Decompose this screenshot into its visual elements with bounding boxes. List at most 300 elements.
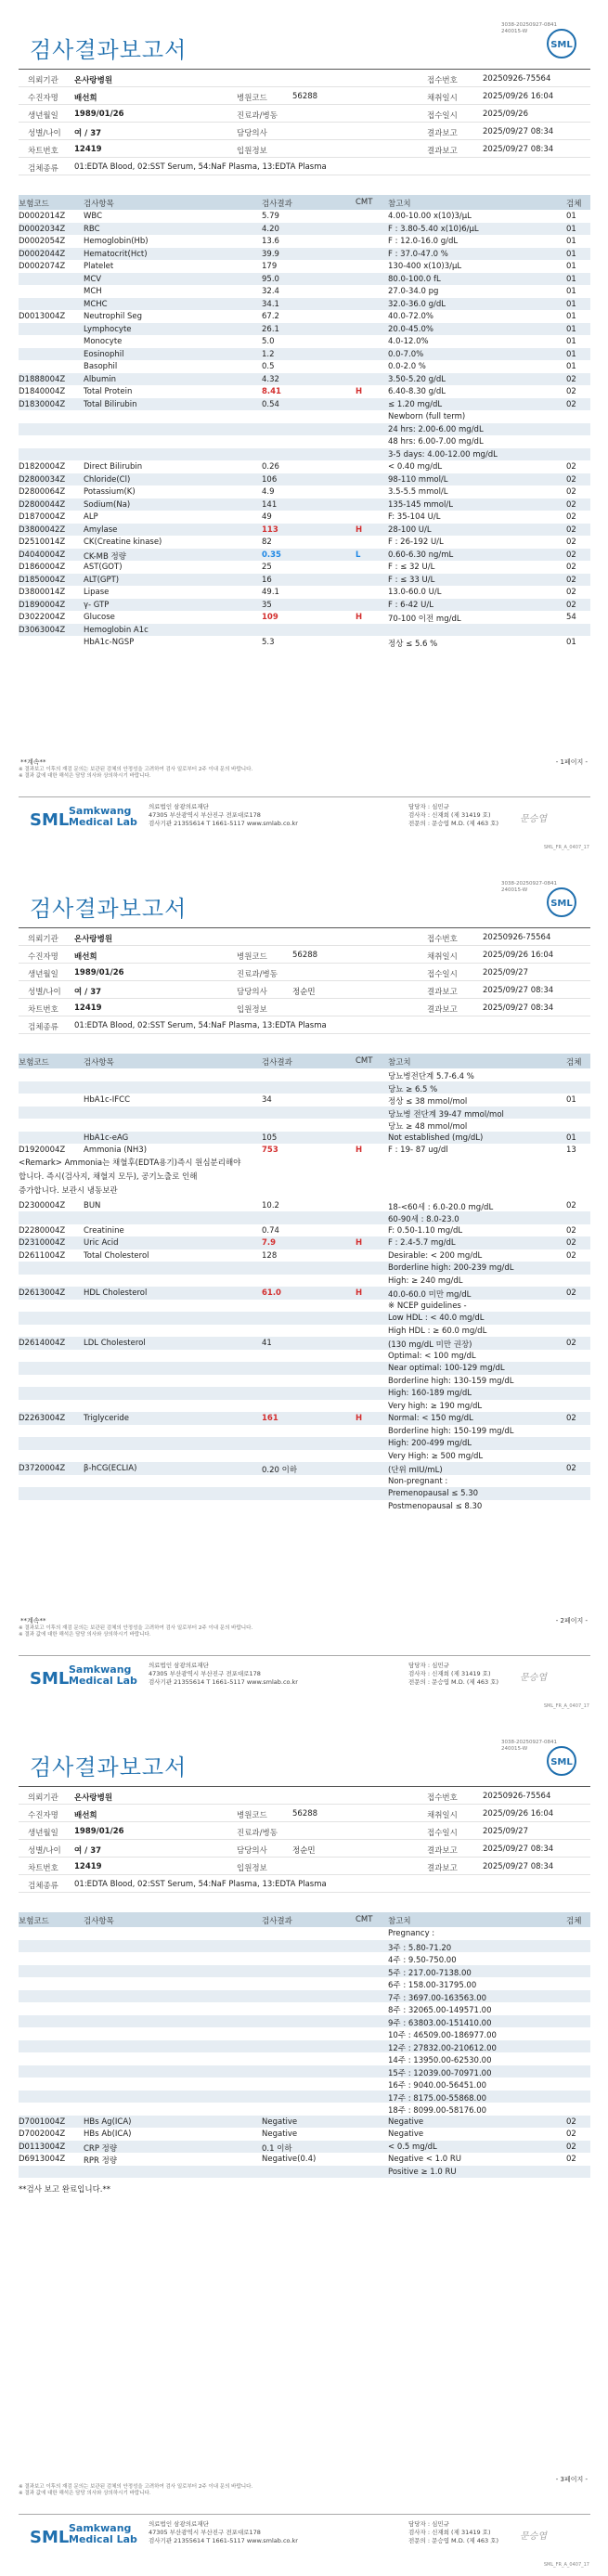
reference-range: 0.0-2.0 %	[388, 362, 426, 371]
table-row	[19, 385, 590, 398]
header-field: 56288	[292, 92, 318, 101]
header-field: 차트번호	[28, 1864, 58, 1873]
lab-info-line: 검사기관 21355614 T 1661-5117 www.smlab.co.kr	[149, 2537, 298, 2544]
insurance-code: D3022004Z	[19, 613, 66, 622]
header-field: 접수번호	[427, 1793, 458, 1803]
reference-range: F : 2.4-5.7 mg/dL	[388, 1238, 456, 1248]
header-field: 배선희	[74, 1811, 97, 1820]
insurance-code: D1890004Z	[19, 600, 66, 610]
test-result: Negative	[262, 2116, 298, 2127]
insurance-code: D0002054Z	[19, 237, 66, 246]
table-row	[19, 273, 590, 286]
test-name: Chloride(Cl)	[84, 474, 131, 485]
reference-range: 6.40-8.30 g/dL	[388, 387, 446, 396]
column-header-name: 검사항목	[84, 1058, 114, 1068]
header-field: 담당의사	[237, 1846, 267, 1856]
specimen-code: 01	[566, 312, 576, 321]
header-field: 2025/09/27 08:34	[483, 145, 554, 154]
header-field: 2025/09/27 08:34	[483, 1003, 554, 1013]
table-row	[19, 1965, 590, 1978]
insurance-code: D2280004Z	[19, 1225, 66, 1236]
specimen-code: 02	[566, 1339, 576, 1348]
lab-info-line: 47305 부산광역시 부산진구 전포대로178	[149, 811, 261, 819]
table-row	[19, 2002, 590, 2015]
table-row	[19, 1068, 590, 1081]
results-table	[19, 195, 590, 649]
specimen-code: 01	[566, 349, 576, 359]
reference-range: < 0.40 mg/dL	[388, 462, 443, 472]
reference-range: Negative < 1.0 RU	[388, 2155, 462, 2164]
header-field: 12419	[74, 1003, 102, 1013]
insurance-code: D7002004Z	[19, 2129, 66, 2139]
specimen-code: 02	[566, 1288, 576, 1298]
column-header-ref: 참고치	[388, 1917, 411, 1926]
test-name: Lymphocyte	[84, 324, 132, 334]
specimen-code: 02	[566, 2155, 576, 2164]
form-code: SML_FR_A_0407_17	[543, 845, 589, 850]
table-row	[19, 398, 590, 411]
logo-text: SML	[550, 899, 573, 909]
test-name: Basophil	[84, 362, 118, 371]
insurance-code: D1920004Z	[19, 1146, 66, 1155]
specimen-code: 02	[566, 588, 576, 597]
test-name: RPR 정량	[84, 2156, 118, 2166]
header-field: 2025/09/26 16:04	[483, 1809, 554, 1819]
brand-line: Medical Lab	[69, 816, 137, 828]
footer-logo-icon	[30, 1665, 70, 1689]
header-row	[19, 87, 590, 105]
reference-range: 14주 : 13950.00-62530.00	[388, 2056, 492, 2065]
brand-name	[69, 1664, 137, 1687]
reference-range: 27.0-34.0 pg	[388, 287, 439, 296]
footnote-line: ※ 결과 값에 대한 해석은 담당 의사와 상의하시기 바랍니다.	[19, 773, 151, 779]
reference-range: Desirable: < 200 mg/dL	[388, 1250, 483, 1261]
table-row	[19, 1487, 590, 1500]
specimen-code: 54	[566, 613, 576, 622]
insurance-code: D7001004Z	[19, 2116, 66, 2127]
doc-code-line1: 3038-20250927-0841	[501, 1740, 557, 1745]
continued-marker: **계속**	[20, 758, 46, 766]
header-row	[19, 158, 590, 175]
insurance-code: D2310004Z	[19, 1238, 66, 1248]
specimen-code: 02	[566, 499, 576, 510]
reference-range: F : 6-42 U/L	[388, 600, 433, 610]
test-name: γ- GTP	[84, 600, 110, 610]
table-row	[19, 1412, 590, 1425]
page-number: - 2페이지 -	[555, 1617, 588, 1625]
table-row	[19, 498, 590, 511]
remark-note	[19, 1157, 590, 1198]
test-result: 113	[262, 524, 278, 535]
specimen-code: 13	[566, 1146, 576, 1155]
doc-code-line2: 240015-W	[501, 887, 528, 893]
brand-name	[69, 806, 137, 828]
lab-info-line: 의료법인 삼광의료재단	[149, 2520, 209, 2528]
reference-range: 40.0-60.0 미만 mg/dL	[388, 1290, 472, 1300]
header-field: 01:EDTA Blood, 02:SST Serum, 54:NaF Plasma, 13:EDTA Plasma	[74, 162, 327, 172]
result-flag: H	[356, 1414, 363, 1423]
test-name: WBC	[84, 212, 103, 221]
header-field: 2025/09/26 16:04	[483, 92, 554, 101]
header-field: 20250926-75564	[483, 933, 551, 942]
table-row	[19, 2040, 590, 2053]
test-result: 4.32	[262, 374, 279, 384]
header-field: 차트번호	[28, 147, 58, 156]
result-flag: H	[356, 613, 363, 622]
specimen-code: 02	[566, 474, 576, 485]
lab-info-line: 검사기관 21355614 T 1661-5117 www.smlab.co.kr	[149, 1678, 298, 1686]
header-field: 채취일시	[427, 94, 458, 103]
test-name: MCH	[84, 287, 102, 296]
table-row	[19, 323, 590, 336]
remark-line: <Remark> Ammonia는 채혈후(EDTA용기)즉시 원심분리해야	[19, 1158, 241, 1168]
reference-range: 3.50-5.20 g/dL	[388, 374, 446, 384]
specimen-code: 02	[566, 512, 576, 522]
reference-range: (130 mg/dL 미만 권장)	[388, 1340, 472, 1350]
header-field: 1989/01/26	[74, 110, 124, 119]
table-row	[19, 260, 590, 273]
test-name: Hemoglobin A1c	[84, 625, 149, 635]
header-field: 2025/09/27	[483, 968, 528, 977]
result-flag: H	[356, 1146, 363, 1155]
patient-header	[19, 1786, 590, 1893]
column-header-spec: 검체	[566, 1058, 582, 1068]
reference-range: High: ≥ 240 mg/dL	[388, 1275, 463, 1286]
insurance-code: D0002044Z	[19, 249, 66, 259]
header-field: 접수일시	[427, 1829, 458, 1838]
table-row	[19, 549, 590, 562]
lab-info	[149, 1662, 298, 1687]
header-field: 56288	[292, 1809, 318, 1819]
test-name: CK-MB 정량	[84, 551, 126, 562]
reference-range: 15주 : 12039.00-70971.00	[388, 2068, 492, 2078]
reference-range: Low HDL : < 40.0 mg/dL	[388, 1314, 485, 1323]
specimen-code: 02	[566, 387, 576, 396]
test-result: 105	[262, 1133, 278, 1143]
table-row	[19, 636, 590, 649]
header-field: 접수번호	[427, 76, 458, 85]
specimen-code: 02	[566, 399, 576, 409]
reference-range: Negative	[388, 2116, 424, 2127]
reference-range: F : 37.0-47.0 %	[388, 249, 448, 259]
doc-code-line1: 3038-20250927-0841	[501, 881, 557, 887]
reference-range: Borderline high: 200-239 mg/dL	[388, 1263, 514, 1273]
test-result: 35	[262, 600, 272, 610]
table-row	[19, 1249, 590, 1262]
table-row	[19, 1211, 590, 1224]
test-result: 179	[262, 262, 278, 271]
table-row	[19, 2153, 590, 2166]
signatory-line: 검사자 : 신재희 (제 31419 호)	[408, 1670, 491, 1677]
column-header-code: 보험코드	[19, 1058, 49, 1068]
footnote-line: ※ 결과보고 이후의 재검 문의는 보관된 검체의 안정성을 고려하여 검사 일로부터 2주 이내 문의 바랍니다.	[19, 2484, 253, 2490]
table-row	[19, 485, 590, 498]
reference-range: 48 hrs: 6.00-7.00 mg/dL	[388, 437, 484, 447]
test-result: 95.0	[262, 274, 279, 284]
test-name: ALT(GPT)	[84, 575, 120, 585]
test-name: RBC	[84, 224, 100, 234]
table-row	[19, 2091, 590, 2104]
header-field: 여 / 37	[74, 988, 102, 997]
reference-range: Very High: ≥ 500 mg/dL	[388, 1451, 484, 1461]
reference-range: F : 3.80-5.40 x(10)6/μL	[388, 224, 479, 234]
table-row	[19, 2052, 590, 2065]
reference-range: 8주 : 32065.00-149571.00	[388, 2006, 492, 2015]
test-name: ALP	[84, 512, 98, 522]
test-result: 67.2	[262, 312, 279, 321]
header-field: 12419	[74, 1862, 102, 1871]
header-field: 1989/01/26	[74, 1827, 124, 1836]
test-result: 128	[262, 1250, 278, 1261]
reference-range: 24 hrs: 2.00-6.00 mg/dL	[388, 424, 484, 434]
reference-range: 정상 ≤ 38 mmol/mol	[388, 1097, 468, 1107]
table-row	[19, 448, 590, 461]
specimen-code: 01	[566, 337, 576, 346]
header-field: 성별/나이	[28, 1846, 61, 1856]
specimen-code: 02	[566, 524, 576, 535]
header-field: 수진자명	[28, 1811, 58, 1820]
specimen-code: 02	[566, 575, 576, 585]
table-row	[19, 223, 590, 236]
report-page	[0, 1717, 608, 2576]
column-header-spec: 검체	[566, 200, 582, 209]
specimen-code: 01	[566, 324, 576, 334]
header-field: 56288	[292, 951, 318, 960]
header-field: 의뢰기관	[28, 76, 58, 85]
column-header-ref: 참고치	[388, 200, 411, 209]
test-result: 13.6	[262, 237, 279, 246]
test-result: 49.1	[262, 588, 279, 597]
header-field: 진료과/병동	[237, 111, 278, 121]
test-name: HbA1c-eAG	[84, 1133, 129, 1143]
reference-range: F: 0.50-1.10 mg/dL	[388, 1225, 463, 1236]
header-field: 의뢰기관	[28, 1793, 58, 1803]
test-result: Negative(0.4)	[262, 2155, 317, 2164]
table-row	[19, 1275, 590, 1288]
test-name: Direct Bilirubin	[84, 462, 143, 472]
header-field: 2025/09/27 08:34	[483, 1845, 554, 1854]
header-field: 온사랑병원	[74, 935, 113, 944]
page-title: 검사결과보고서	[30, 1754, 188, 1780]
header-row	[19, 964, 590, 981]
footnote-line: ※ 결과 값에 대한 해석은 담당 의사와 상의하시기 바랍니다.	[19, 1632, 151, 1638]
header-field: 20250926-75564	[483, 1792, 551, 1801]
reference-range: 60-90세 : 8.0-23.0	[388, 1215, 459, 1224]
reference-range: Near optimal: 100-129 mg/dL	[388, 1364, 505, 1373]
column-header-cmt: CMT	[356, 1056, 373, 1066]
table-row	[19, 310, 590, 323]
reference-range: 40.0-72.0%	[388, 312, 433, 321]
test-result: 0.1 이하	[262, 2143, 292, 2154]
test-result: 4.20	[262, 224, 279, 234]
header-field: 성별/나이	[28, 988, 61, 997]
signatories	[408, 2520, 498, 2545]
reference-range: Positive ≥ 1.0 RU	[388, 2167, 457, 2177]
header-field: 온사랑병원	[74, 1793, 113, 1803]
insurance-code: D0113004Z	[19, 2142, 66, 2152]
insurance-code: D1870004Z	[19, 512, 66, 522]
footnote-line: ※ 결과 값에 대한 해석은 담당 의사와 상의하시기 바랍니다.	[19, 2491, 151, 2496]
signatory-line: 검사자 : 신재희 (제 31419 호)	[408, 2529, 491, 2536]
reference-range: F : 26-192 U/L	[388, 537, 444, 547]
lab-info	[149, 803, 298, 828]
table-row	[19, 1977, 590, 1990]
table-row	[19, 2103, 590, 2116]
doc-code-line1: 3038-20250927-0841	[501, 22, 557, 28]
specimen-code: 02	[566, 487, 576, 497]
insurance-code: D4040004Z	[19, 550, 66, 560]
insurance-code: D2614004Z	[19, 1339, 66, 1348]
logo-text: SML	[550, 40, 573, 50]
test-name: HbA1c-NGSP	[84, 638, 135, 647]
insurance-code: D2300004Z	[19, 1200, 66, 1210]
table-row	[19, 2141, 590, 2154]
test-name: MCV	[84, 274, 102, 284]
remark-line: 증가합니다. 보관시 냉동보관	[19, 1185, 118, 1196]
reference-range: Borderline high: 150-199 mg/dL	[388, 1426, 514, 1436]
results-table	[19, 1912, 590, 2178]
reference-range: F : ≤ 32 U/L	[388, 563, 435, 572]
header-row	[19, 105, 590, 123]
table-row	[19, 1312, 590, 1325]
reference-range: < 0.5 mg/dL	[388, 2142, 437, 2152]
test-name: HbA1c-IFCC	[84, 1095, 131, 1105]
table-row	[19, 1287, 590, 1300]
header-field: 결과보고	[427, 988, 458, 997]
test-name: Monocyte	[84, 337, 123, 346]
reference-range: 98-110 mmol/L	[388, 474, 448, 485]
reference-range: 13.0-60.0 U/L	[388, 588, 442, 597]
header-field: 여 / 37	[74, 129, 102, 138]
table-row	[19, 1952, 590, 1965]
signatory-line: 전문의 : 문승엽 M.D. (제 463 호)	[408, 1678, 499, 1686]
header-row	[19, 1016, 590, 1034]
specimen-code: 02	[566, 1250, 576, 1261]
table-row	[19, 1119, 590, 1132]
test-result: Negative	[262, 2129, 298, 2139]
table-header	[19, 195, 590, 210]
specimen-code: 01	[566, 362, 576, 371]
reference-range: 당뇨 ≥ 6.5 %	[388, 1084, 438, 1094]
test-name: HBs Ab(ICA)	[84, 2129, 132, 2139]
lab-info-line: 의료법인 삼광의료재단	[149, 803, 209, 810]
test-result: 26.1	[262, 324, 279, 334]
specimen-code: 01	[566, 1095, 576, 1105]
test-name: Uric Acid	[84, 1238, 119, 1248]
test-result: 109	[262, 613, 278, 622]
specimen-code: 02	[566, 462, 576, 472]
reference-range: ≤ 1.20 mg/dL	[388, 399, 443, 409]
reference-range: Newborn (full term)	[388, 412, 466, 421]
signatories	[408, 1662, 498, 1687]
reference-range: ※ NCEP guidelines -	[388, 1301, 467, 1311]
test-result: 16	[262, 575, 272, 585]
table-row	[19, 248, 590, 261]
header-field: 진료과/병동	[237, 970, 278, 979]
header-field: 2025/09/26	[483, 110, 528, 119]
header-row	[19, 1787, 590, 1805]
test-result: 0.54	[262, 399, 279, 409]
table-row	[19, 2116, 590, 2129]
reference-range: Non-pregnant :	[388, 1476, 448, 1486]
header-field: 담당의사	[237, 129, 267, 138]
insurance-code: D6913004Z	[19, 2155, 66, 2164]
reference-range: (단위 mIU/mL)	[388, 1466, 443, 1475]
test-name: Hematocrit(Hct)	[84, 249, 148, 259]
footer	[19, 2514, 590, 2558]
test-name: Albumin	[84, 374, 116, 384]
test-result: 39.9	[262, 249, 279, 259]
test-name: Neutrophil Seg	[84, 312, 143, 321]
footer-logo-text: SML	[30, 1669, 70, 1689]
table-row	[19, 1450, 590, 1463]
insurance-code: D1888004Z	[19, 374, 66, 384]
insurance-code: D1820004Z	[19, 462, 66, 472]
table-row	[19, 1144, 590, 1157]
signature-image: 문승엽	[520, 1673, 547, 1683]
test-result: 8.41	[262, 387, 281, 396]
reference-range: 4주 : 9.50-750.00	[388, 1956, 457, 1965]
signatory-line: 담당자 : 심민규	[408, 803, 449, 810]
table-row	[19, 524, 590, 537]
header-field: 2025/09/27 08:34	[483, 986, 554, 995]
footer	[19, 796, 590, 841]
header-field: 진료과/병동	[237, 1829, 278, 1838]
test-result: 4.9	[262, 487, 275, 497]
header-field: 생년월일	[28, 970, 58, 979]
column-header-cmt: CMT	[356, 1915, 373, 1924]
specimen-code: 02	[566, 2129, 576, 2139]
column-header-code: 보험코드	[19, 200, 49, 209]
table-row	[19, 460, 590, 473]
lab-info-line: 의료법인 삼광의료재단	[149, 1662, 209, 1669]
reference-range: 32.0-36.0 g/dL	[388, 299, 446, 309]
table-row	[19, 1081, 590, 1094]
result-flag: L	[356, 550, 361, 560]
specimen-code: 01	[566, 249, 576, 259]
table-row	[19, 1325, 590, 1338]
table-row	[19, 348, 590, 361]
header-field: 배선희	[74, 94, 97, 103]
lab-info-line: 검사기관 21355614 T 1661-5117 www.smlab.co.kr	[149, 820, 298, 827]
table-row	[19, 360, 590, 373]
test-name: HDL Cholesterol	[84, 1288, 148, 1298]
table-row	[19, 1107, 590, 1120]
reference-range: Very high: ≥ 190 mg/dL	[388, 1401, 483, 1411]
insurance-code: D1860004Z	[19, 563, 66, 572]
test-name: Sodium(Na)	[84, 499, 131, 510]
test-name: LDL Cholesterol	[84, 1339, 146, 1348]
header-field: 채취일시	[427, 1811, 458, 1820]
insurance-code: D0002034Z	[19, 224, 66, 234]
specimen-code: 01	[566, 212, 576, 221]
signature-image: 문승엽	[520, 814, 547, 824]
reference-range: 정상 ≤ 5.6 %	[388, 640, 438, 649]
reference-range: F : 19- 87 ug/dl	[388, 1146, 448, 1155]
table-row	[19, 1500, 590, 1513]
header-row	[19, 123, 590, 140]
header-field: 담당의사	[237, 988, 267, 997]
test-name: Total Protein	[84, 387, 133, 396]
reference-range: 16주 : 9040.00-56451.00	[388, 2081, 487, 2091]
reference-range: 80.0-100.0 fL	[388, 274, 441, 284]
insurance-code: D0002014Z	[19, 212, 66, 221]
column-header-result: 검사결과	[262, 1058, 292, 1068]
reference-range: 0.0-7.0%	[388, 349, 424, 359]
specimen-code: 02	[566, 1225, 576, 1236]
brand-line: Samkwang	[69, 2522, 132, 2534]
table-row	[19, 1337, 590, 1350]
